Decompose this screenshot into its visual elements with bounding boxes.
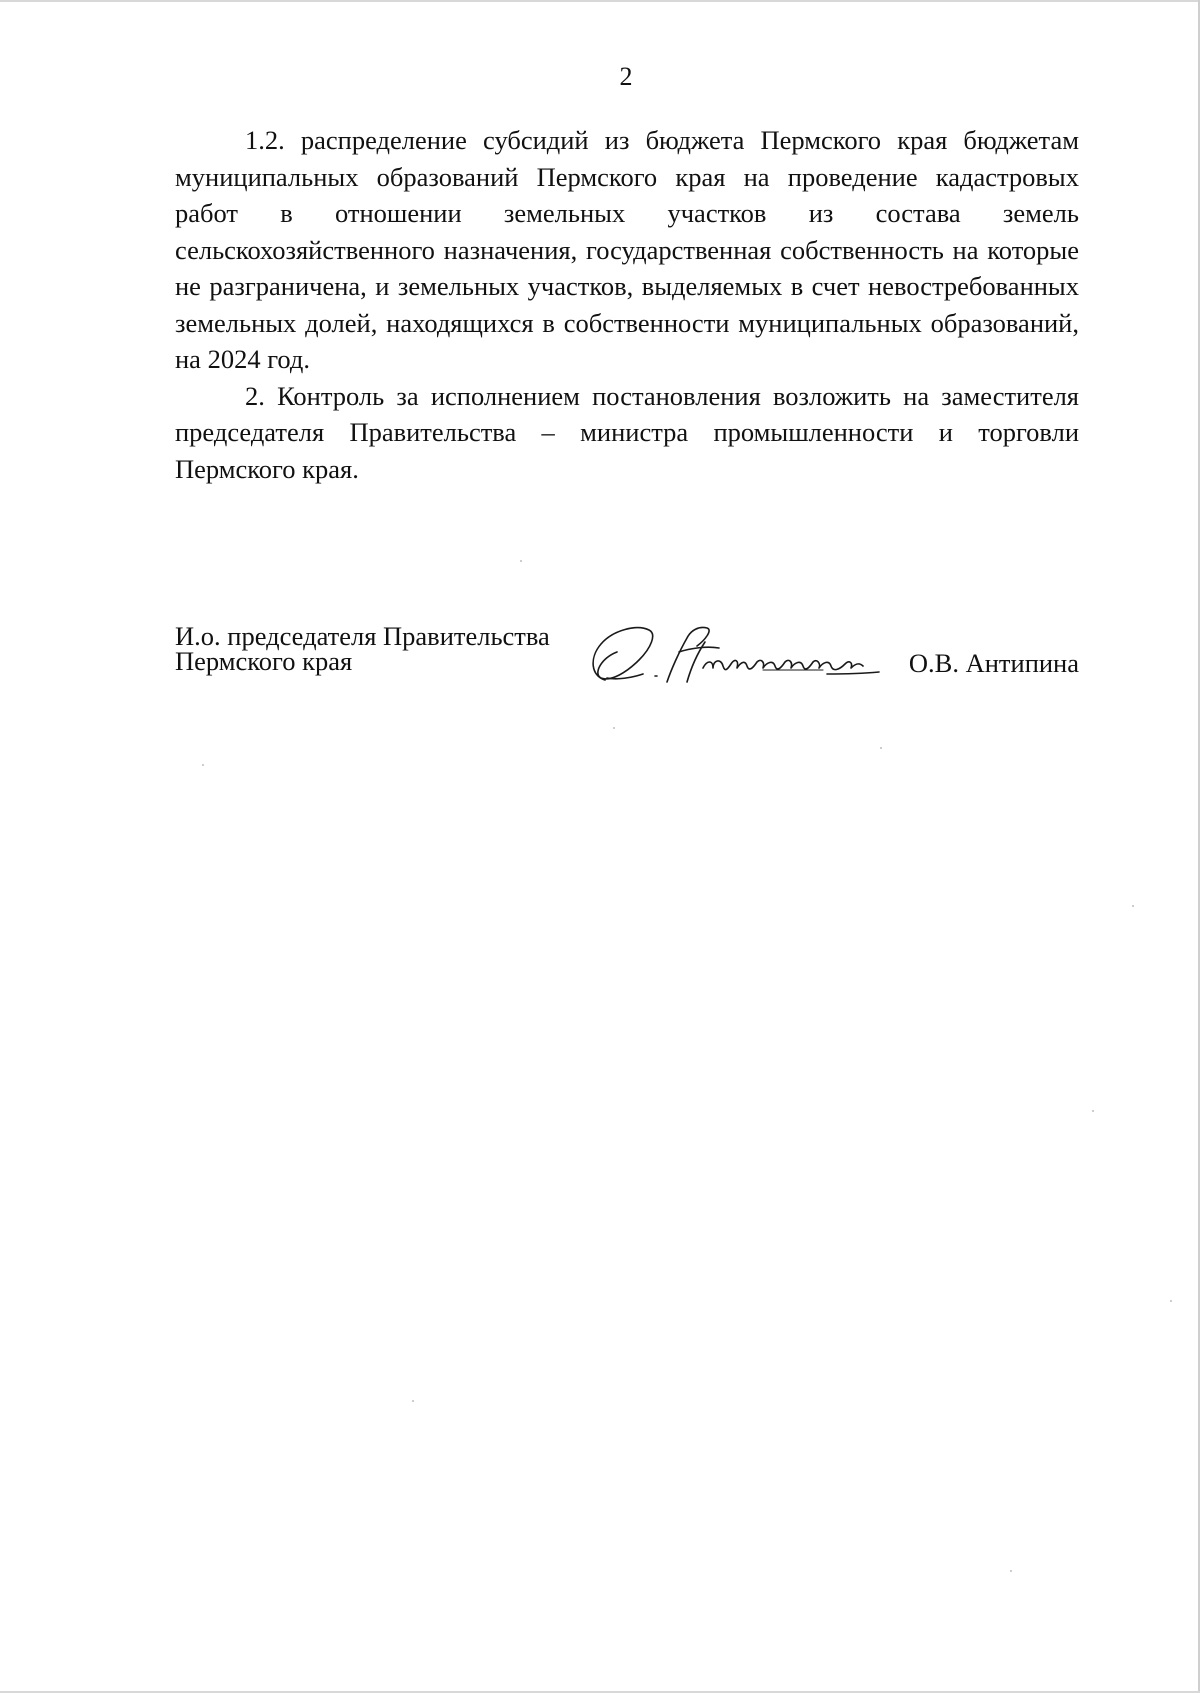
scan-speck [1132, 905, 1134, 907]
signature-block [175, 618, 1079, 708]
scan-speck [1170, 1300, 1172, 1302]
signatory-title-line-1: И.о. председателя Правительства [175, 621, 550, 651]
signatory-title-line-2: Пермского края [175, 646, 353, 676]
scan-speck [412, 1400, 414, 1402]
scan-speck [202, 764, 204, 766]
signatory-title [175, 621, 550, 676]
scan-speck [613, 727, 615, 729]
scan-speck [1010, 1570, 1012, 1572]
paragraph-2: 2. Контроль за исполнением постановления возложить на заместителя председателя Правительства – министра промышленности и торговли Пермского края. [175, 380, 1079, 484]
document-body [175, 122, 1079, 487]
scan-speck [1092, 1110, 1094, 1112]
paragraph-1-2: 1.2. распределение субсидий из бюджета Пермского края бюджетам муниципальных образований Пермского края на проведение кадастровых работ в отношении земельных участков из состава земель сельскохозяйственного назначения, государственная собственность на которые не разграничена, и земельных участков, выделяемых в счет невостребованных земельных долей, находящихся в собственности муниципальных образований, на 2024 год. [175, 125, 1079, 374]
page-number: 2 [619, 62, 633, 91]
signatory-name: О.В. Антипина [908, 648, 1079, 678]
scan-edge-top [0, 0, 1200, 2]
scan-speck [880, 747, 882, 749]
scan-speck [520, 560, 522, 562]
handwritten-signature [587, 618, 887, 688]
